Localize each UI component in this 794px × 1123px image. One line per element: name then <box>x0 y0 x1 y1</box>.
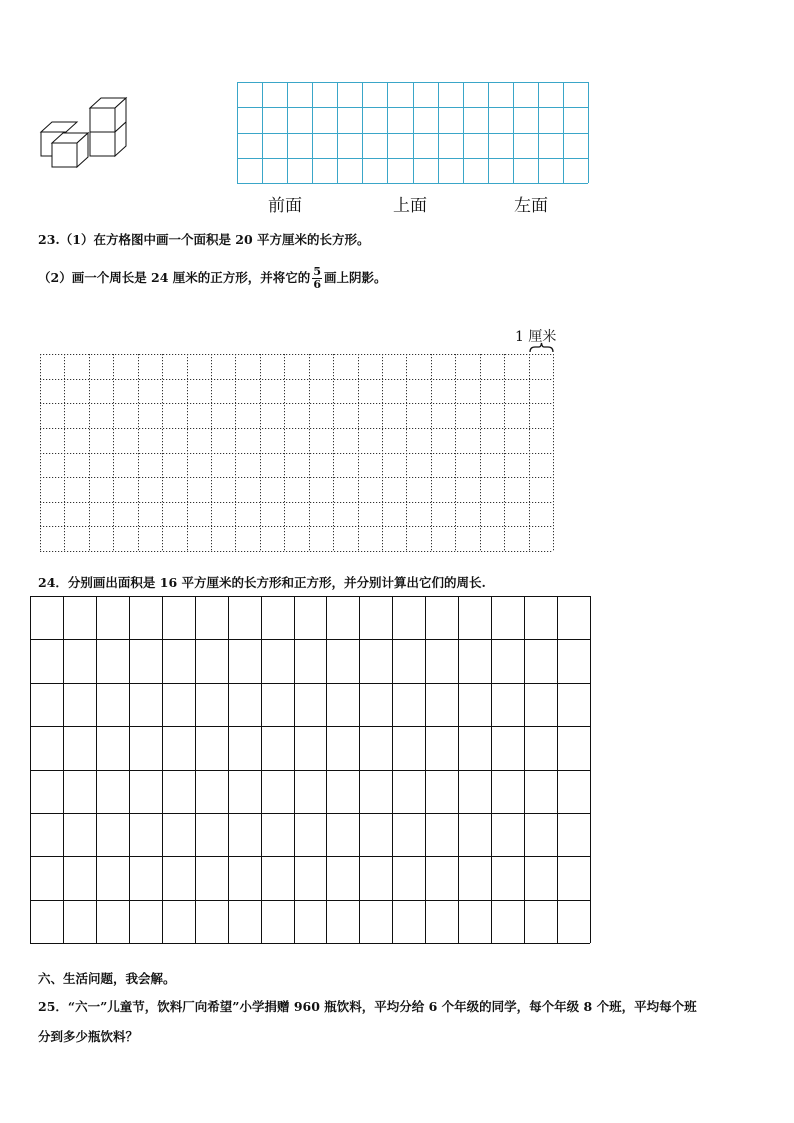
fraction-numerator: 5 <box>313 265 321 278</box>
question-23-part2-prefix: （2）画一个周长是 24 厘米的正方形，并将它的 <box>38 270 311 285</box>
question-23-part2-suffix: 画上阴影。 <box>323 270 387 285</box>
cube-stack-figure <box>38 96 130 160</box>
section-6-heading: 六、生活问题，我会解。 <box>38 971 176 986</box>
front-view-label: 前面 <box>268 196 302 216</box>
top-view-label: 上面 <box>393 196 427 216</box>
square-drawing-grid[interactable] <box>30 596 591 944</box>
fraction-five-sixths <box>312 266 322 291</box>
question-25-line2: 分到多少瓶饮料？ <box>38 1029 139 1044</box>
question-25-line1: 25．“六一”儿童节，饮料厂向希望”小学捐赠 960 瓶饮料，平均分给 6 个年级的同学，每个年级 8 个班，平均每个班 <box>38 999 697 1014</box>
view-drawing-grid[interactable] <box>237 82 589 184</box>
question-23-part2 <box>38 266 386 291</box>
dotted-square-grid[interactable] <box>40 354 554 552</box>
scale-brace <box>529 343 554 353</box>
left-view-label: 左面 <box>514 196 548 216</box>
question-23-part1: 23.（1）在方格图中画一个面积是 20 平方厘米的长方形。 <box>38 232 370 247</box>
scale-label: 1 厘米 <box>515 329 557 345</box>
fraction-denominator: 6 <box>313 278 321 291</box>
question-24: 24．分别画出面积是 16 平方厘米的长方形和正方形，并分别计算出它们的周长. <box>38 575 486 590</box>
